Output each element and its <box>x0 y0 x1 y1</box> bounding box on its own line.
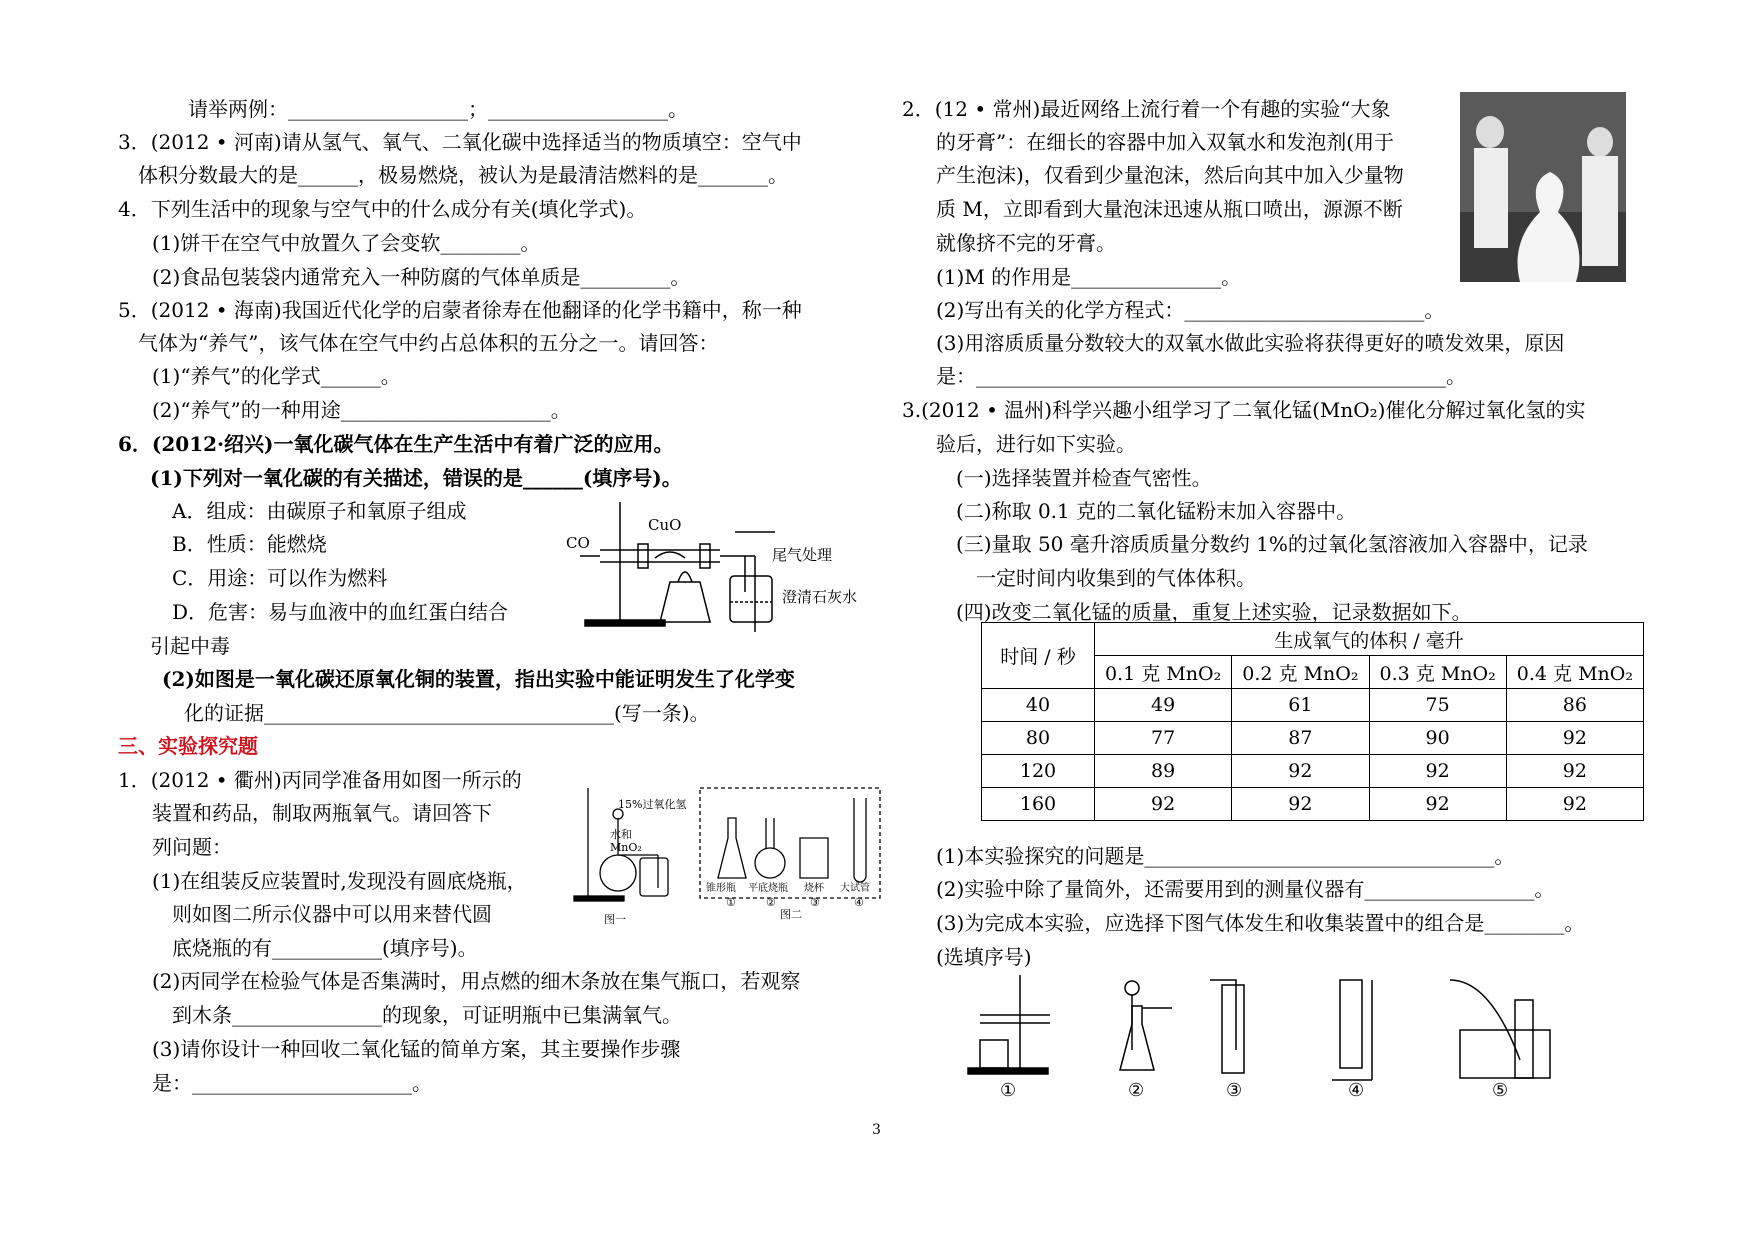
oxygen-volume-table <box>981 622 1644 821</box>
ra-1: (1)本实验探究的问题是___________________________________。 <box>936 844 1515 868</box>
table-cell: 120 <box>982 755 1095 788</box>
instrument-2-label: 平底烧瓶 <box>748 883 788 894</box>
e1-3a: (3)请你设计一种回收二氧化锰的简单方案，其主要操作步骤 <box>152 1037 681 1061</box>
figure-1-caption: 图一 <box>604 913 626 926</box>
step-1: (一)选择装置并检查气密性。 <box>956 466 1212 490</box>
apparatus-5-label: ⑤ <box>1492 1080 1509 1100</box>
table-cell: 80 <box>982 722 1095 755</box>
page-number: 3 <box>872 1122 881 1138</box>
apparatus-2-label: ② <box>1128 1080 1145 1100</box>
table-cell: 92 <box>1506 722 1643 755</box>
instrument-3-label: 烧杯 <box>804 883 824 894</box>
step-3b: 一定时间内收集到的气体体积。 <box>976 566 1256 590</box>
step-2: (二)称取 0.1 克的二氧化锰粉末加入容器中。 <box>956 499 1357 523</box>
table-cell: 160 <box>982 788 1095 821</box>
e1-3b: 是：______________________。 <box>152 1071 432 1095</box>
header-time: 时间 / 秒 <box>982 623 1095 689</box>
e1-2b: 到木条_______________的现象，可证明瓶中已集满氧气。 <box>172 1003 682 1027</box>
rq2-text-3: 产生泡沫)，仅看到少量泡沫，然后向其中加入少量物 <box>936 163 1404 187</box>
gas-apparatus-figure <box>960 970 1640 1100</box>
ra-3b: (选填序号) <box>936 945 1032 969</box>
tail-gas-label: 尾气处理 <box>772 546 833 564</box>
apparatus-4-label: ④ <box>1348 1080 1365 1100</box>
table-cell: 86 <box>1506 689 1643 722</box>
q6-2b: 化的证据___________________________________(写一条)。 <box>184 701 710 725</box>
q3-text-2: 体积分数最大的是______，极易燃烧，被认为是最清洁燃料的是_______。 <box>138 163 788 187</box>
table-cell: 92 <box>1369 788 1506 821</box>
rq2-3a: (3)用溶质质量分数较大的双氧水做此实验将获得更好的喷发效果，原因 <box>936 331 1565 355</box>
instrument-4-number: ④ <box>854 896 864 909</box>
figure-2-caption: 图二 <box>780 908 802 921</box>
header-volume: 生成氧气的体积 / 毫升 <box>1095 623 1644 656</box>
col-header: 0.1 克 MnO₂ <box>1095 656 1232 689</box>
e1-text-3: 列问题： <box>152 835 232 859</box>
rq2-text-5: 就像挤不完的牙膏。 <box>936 231 1116 255</box>
instrument-2-number: ② <box>766 896 776 909</box>
q5-1: (1)“养气”的化学式______。 <box>152 364 401 388</box>
oxygen-apparatus-figures <box>568 778 888 928</box>
apparatus-1-label: ① <box>1000 1080 1017 1100</box>
co-label: CO <box>566 534 590 552</box>
rq2-2: (2)写出有关的化学方程式：________________________。 <box>936 298 1445 322</box>
e1-2a: (2)丙同学在检验气体是否集满时，用点燃的细木条放在集气瓶口，若观察 <box>152 969 801 993</box>
e1-1b: 则如图二所示仪器中可以用来替代圆 <box>172 902 492 926</box>
col-header: 0.3 克 MnO₂ <box>1369 656 1506 689</box>
table-cell: 49 <box>1095 689 1232 722</box>
instrument-1-number: ① <box>726 896 736 909</box>
table-row <box>982 755 1644 788</box>
table-cell: 61 <box>1232 689 1369 722</box>
q6-option-d-cont: 引起中毒 <box>150 634 230 658</box>
water-label: 水和 <box>610 828 632 841</box>
q6-option-c: C．用途：可以作为燃料 <box>172 566 388 590</box>
col-header: 0.4 克 MnO₂ <box>1506 656 1643 689</box>
q5-2: (2)“养气”的一种用途_____________________。 <box>152 398 571 422</box>
table-cell: 92 <box>1506 755 1643 788</box>
instrument-1-label: 锥形瓶 <box>706 883 736 894</box>
cuo-label: CuO <box>648 516 682 534</box>
q4-text: 4．下列生活中的现象与空气中的什么成分有关(填化学式)。 <box>118 197 647 221</box>
q4-2: (2)食品包装袋内通常充入一种防腐的气体单质是_________。 <box>152 265 691 289</box>
table-cell: 92 <box>1095 788 1232 821</box>
q3-text-1: 3．(2012 • 河南)请从氢气、氧气、二氧化碳中选择适当的物质填空：空气中 <box>118 130 802 154</box>
q6-option-d: D．危害：易与血液中的血红蛋白结合 <box>172 600 509 624</box>
step-4: (四)改变二氧化锰的质量，重复上述实验，记录数据如下。 <box>956 600 1472 624</box>
ra-3: (3)为完成本实验，应选择下图气体发生和收集装置中的组合是________。 <box>936 911 1585 935</box>
rq2-3b: 是：_______________________________________________。 <box>936 364 1466 388</box>
table-cell: 92 <box>1232 755 1369 788</box>
col-header: 0.2 克 MnO₂ <box>1232 656 1369 689</box>
table-cell: 89 <box>1095 755 1232 788</box>
q5-text-2: 气体为“养气”，该气体在空气中约占总体积的五分之一。请回答： <box>138 331 719 355</box>
rq3-text-1: 3.(2012 • 温州)科学兴趣小组学习了二氧化锰(MnO₂)催化分解过氧化氢的实 <box>902 398 1586 422</box>
ra-2: (2)实验中除了量筒外，还需要用到的测量仪器有_________________。 <box>936 877 1555 901</box>
table-cell: 90 <box>1369 722 1506 755</box>
rq2-text-4: 质 M，立即看到大量泡沫迅速从瓶口喷出，源源不断 <box>936 197 1403 221</box>
blank-line-examples: 请举两例：__________________；__________________。 <box>188 97 688 121</box>
section-title-experiment: 三、实验探究题 <box>118 734 258 758</box>
table-cell: 92 <box>1369 755 1506 788</box>
e1-1c: 底烧瓶的有___________(填序号)。 <box>172 936 478 960</box>
instrument-3-number: ③ <box>810 896 820 909</box>
q6-option-a: A．组成：由碳原子和氧原子组成 <box>172 499 467 523</box>
elephant-toothpaste-photo <box>1460 92 1626 282</box>
q4-1: (1)饼干在空气中放置久了会变软________。 <box>152 231 541 255</box>
q6-option-b: B．性质：能燃烧 <box>172 532 327 556</box>
table-cell: 40 <box>982 689 1095 722</box>
mno2-label: MnO₂ <box>610 841 642 854</box>
e1-text-2: 装置和药品，制取两瓶氧气。请回答下 <box>152 801 492 825</box>
table-cell: 87 <box>1232 722 1369 755</box>
step-3a: (三)量取 50 毫升溶质质量分数约 1%的过氧化氢溶液加入容器中，记录 <box>956 532 1588 556</box>
e1-text-1: 1．(2012 • 衢州)丙同学准备用如图一所示的 <box>118 768 522 792</box>
table-cell: 92 <box>1232 788 1369 821</box>
apparatus-3-label: ③ <box>1226 1080 1243 1100</box>
rq2-text-2: 的牙膏”：在细长的容器中加入双氧水和发泡剂(用于 <box>936 130 1395 154</box>
table-row <box>982 722 1644 755</box>
e1-1a: (1)在组装反应装置时,发现没有圆底烧瓶， <box>152 869 527 893</box>
h2o2-label: 15%过氧化氢 <box>618 798 687 811</box>
q6-2a: (2)如图是一氧化碳还原氧化铜的装置，指出实验中能证明发生了化学变 <box>162 667 795 691</box>
rq2-1: (1)M 的作用是_______________。 <box>936 265 1242 289</box>
rq3-text-2: 验后，进行如下实验。 <box>936 432 1136 456</box>
q6-1: (1)下列对一氧化碳的有关描述，错误的是______(填序号)。 <box>150 466 682 490</box>
table-cell: 92 <box>1506 788 1643 821</box>
table-row <box>982 689 1644 722</box>
q5-text-1: 5．(2012 • 海南)我国近代化学的启蒙者徐寿在他翻译的化学书籍中，称一种 <box>118 298 802 322</box>
instrument-4-label: 大试管 <box>840 883 870 894</box>
limewater-label: 澄清石灰水 <box>782 588 858 606</box>
q6-text: 6．(2012·绍兴)一氧化碳气体在生产生活中有着广泛的应用。 <box>118 432 674 456</box>
rq2-text-1: 2．(12 • 常州)最近网络上流行着一个有趣的实验“大象 <box>902 97 1391 121</box>
co-reduction-apparatus-figure <box>560 492 860 632</box>
table-cell: 75 <box>1369 689 1506 722</box>
table-row <box>982 788 1644 821</box>
table-cell: 77 <box>1095 722 1232 755</box>
